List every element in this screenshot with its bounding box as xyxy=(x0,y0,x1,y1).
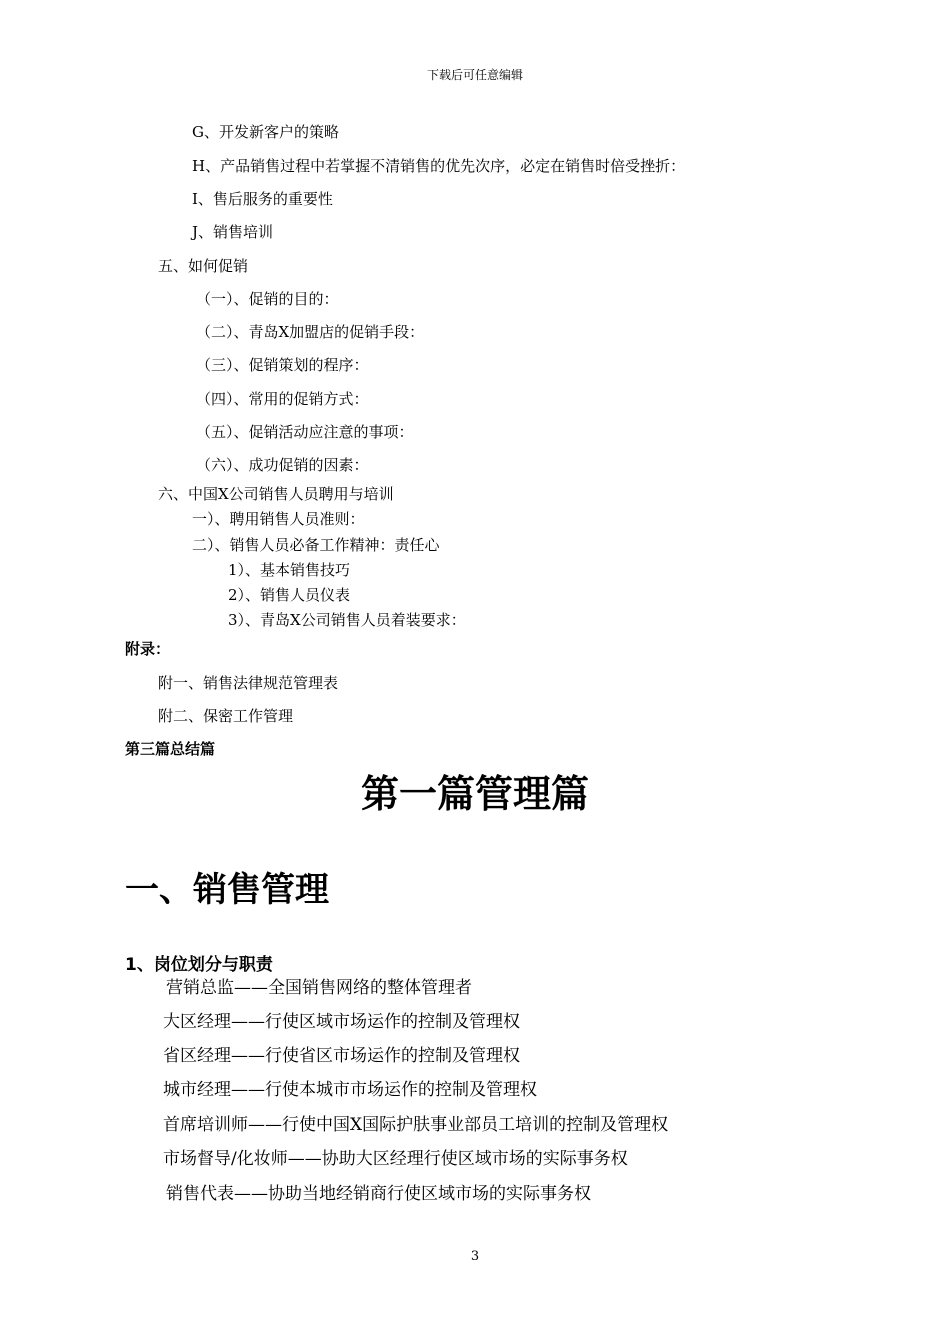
part-title: 第一篇管理篇 xyxy=(360,772,589,816)
role-item: 营销总监——全国销售网络的整体管理者 xyxy=(166,978,472,998)
toc-item: 二）、销售人员必备工作精神：责任心 xyxy=(192,536,440,554)
toc-item: （四）、常用的促销方式： xyxy=(196,390,369,408)
toc-item: （一）、促销的目的： xyxy=(196,290,339,308)
toc-item: 一）、聘用销售人员准则： xyxy=(192,510,365,528)
section-title: 一、销售管理 xyxy=(125,870,329,910)
toc-item: G、开发新客户的策略 xyxy=(192,123,339,141)
role-item: 省区经理——行使省区市场运作的控制及管理权 xyxy=(163,1046,520,1066)
subsection-title: 1、岗位划分与职责 xyxy=(125,955,273,975)
role-item: 城市经理——行使本城市市场运作的控制及管理权 xyxy=(163,1080,537,1100)
role-item: 大区经理——行使区域市场运作的控制及管理权 xyxy=(163,1012,520,1032)
toc-item: 2）、销售人员仪表 xyxy=(228,586,351,604)
toc-item: H、产品销售过程中若掌握不清销售的优先次序，必定在销售时倍受挫折： xyxy=(192,157,686,175)
page-number: 3 xyxy=(470,1249,480,1264)
appendix-item: 附一、销售法律规范管理表 xyxy=(158,674,339,692)
toc-item: （三）、促销策划的程序： xyxy=(196,356,369,374)
toc-item: （六）、成功促销的因素： xyxy=(196,456,369,474)
role-item: 销售代表——协助当地经销商行使区域市场的实际事务权 xyxy=(166,1184,591,1204)
toc-item: J、销售培训 xyxy=(192,223,274,241)
part3-heading: 第三篇总结篇 xyxy=(125,740,216,758)
toc-item: 六、中国X公司销售人员聘用与培训 xyxy=(158,485,394,503)
toc-item: I、售后服务的重要性 xyxy=(192,190,333,208)
toc-item: 3）、青岛X公司销售人员着装要求： xyxy=(228,611,466,629)
role-item: 市场督导/化妆师——协助大区经理行使区域市场的实际事务权 xyxy=(163,1149,628,1169)
toc-item: 五、如何促销 xyxy=(158,257,249,275)
toc-item: 1）、基本销售技巧 xyxy=(228,561,351,579)
page-header: 下载后可任意编辑 xyxy=(426,68,523,82)
appendix-item: 附二、保密工作管理 xyxy=(158,707,294,725)
toc-item: （二）、青岛X加盟店的促销手段： xyxy=(196,323,425,341)
role-item: 首席培训师——行使中国X国际护肤事业部员工培训的控制及管理权 xyxy=(163,1115,669,1135)
toc-item: （五）、促销活动应注意的事项： xyxy=(196,423,414,441)
appendix-heading: 附录： xyxy=(125,640,171,658)
